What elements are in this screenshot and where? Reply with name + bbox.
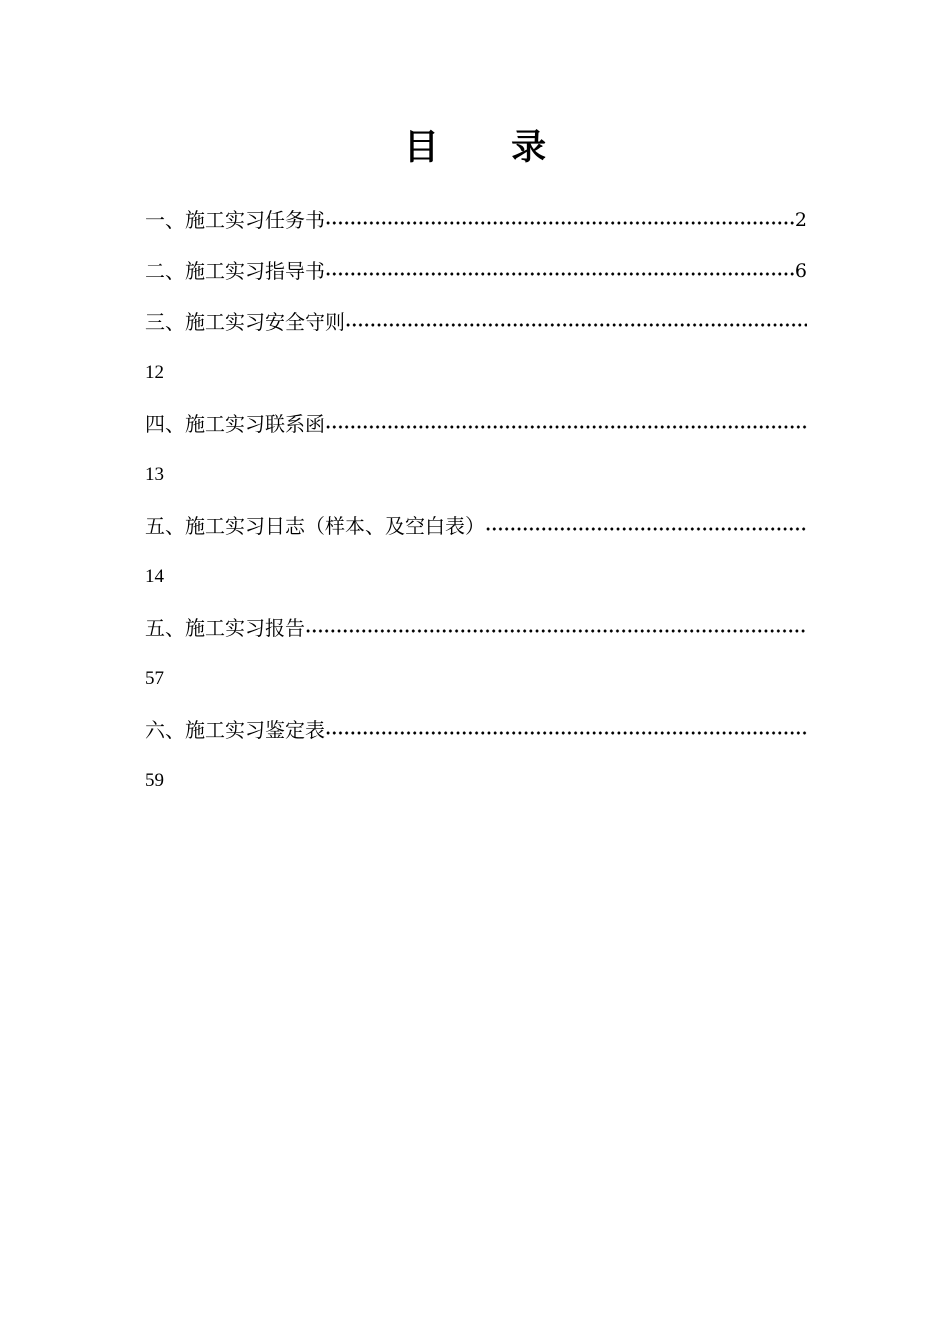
table-of-contents <box>145 194 807 806</box>
toc-entry-label: 四、施工实习联系函 <box>145 411 325 436</box>
toc-title: 目 录 <box>403 128 577 168</box>
toc-entry-page: 6 <box>794 259 807 282</box>
toc-entry[interactable] <box>145 398 807 449</box>
toc-entry-page: 2 <box>794 208 807 231</box>
toc-entry-page: 14 <box>145 565 164 587</box>
toc-entry[interactable] <box>145 245 807 296</box>
toc-entry-label: 五、施工实习日志（样本、及空白表） <box>145 513 485 538</box>
toc-entry-label: 六、施工实习鉴定表 <box>145 717 325 742</box>
toc-entry-label: 二、施工实习指导书 <box>145 258 325 283</box>
toc-leader-dots <box>485 511 807 541</box>
toc-entry-label: 三、施工实习安全守则 <box>145 309 345 334</box>
toc-entry-page: 57 <box>145 667 164 689</box>
toc-entry[interactable] <box>145 500 807 551</box>
toc-entry-page: 59 <box>145 769 164 791</box>
toc-leader-dots <box>325 409 807 439</box>
toc-entry-page: 12 <box>145 361 164 383</box>
toc-entry-page: 13 <box>145 463 164 485</box>
toc-leader-dots <box>325 205 795 235</box>
toc-leader-dots <box>325 715 807 745</box>
toc-leader-dots <box>345 307 807 337</box>
toc-entry[interactable] <box>145 296 807 347</box>
toc-entry-label: 一、施工实习任务书 <box>145 207 325 232</box>
toc-entry[interactable] <box>145 602 807 653</box>
toc-entry[interactable] <box>145 194 807 245</box>
toc-leader-dots <box>325 256 795 286</box>
toc-entry[interactable] <box>145 704 807 755</box>
toc-leader-dots <box>305 613 807 643</box>
toc-entry-label: 五、施工实习报告 <box>145 615 305 640</box>
